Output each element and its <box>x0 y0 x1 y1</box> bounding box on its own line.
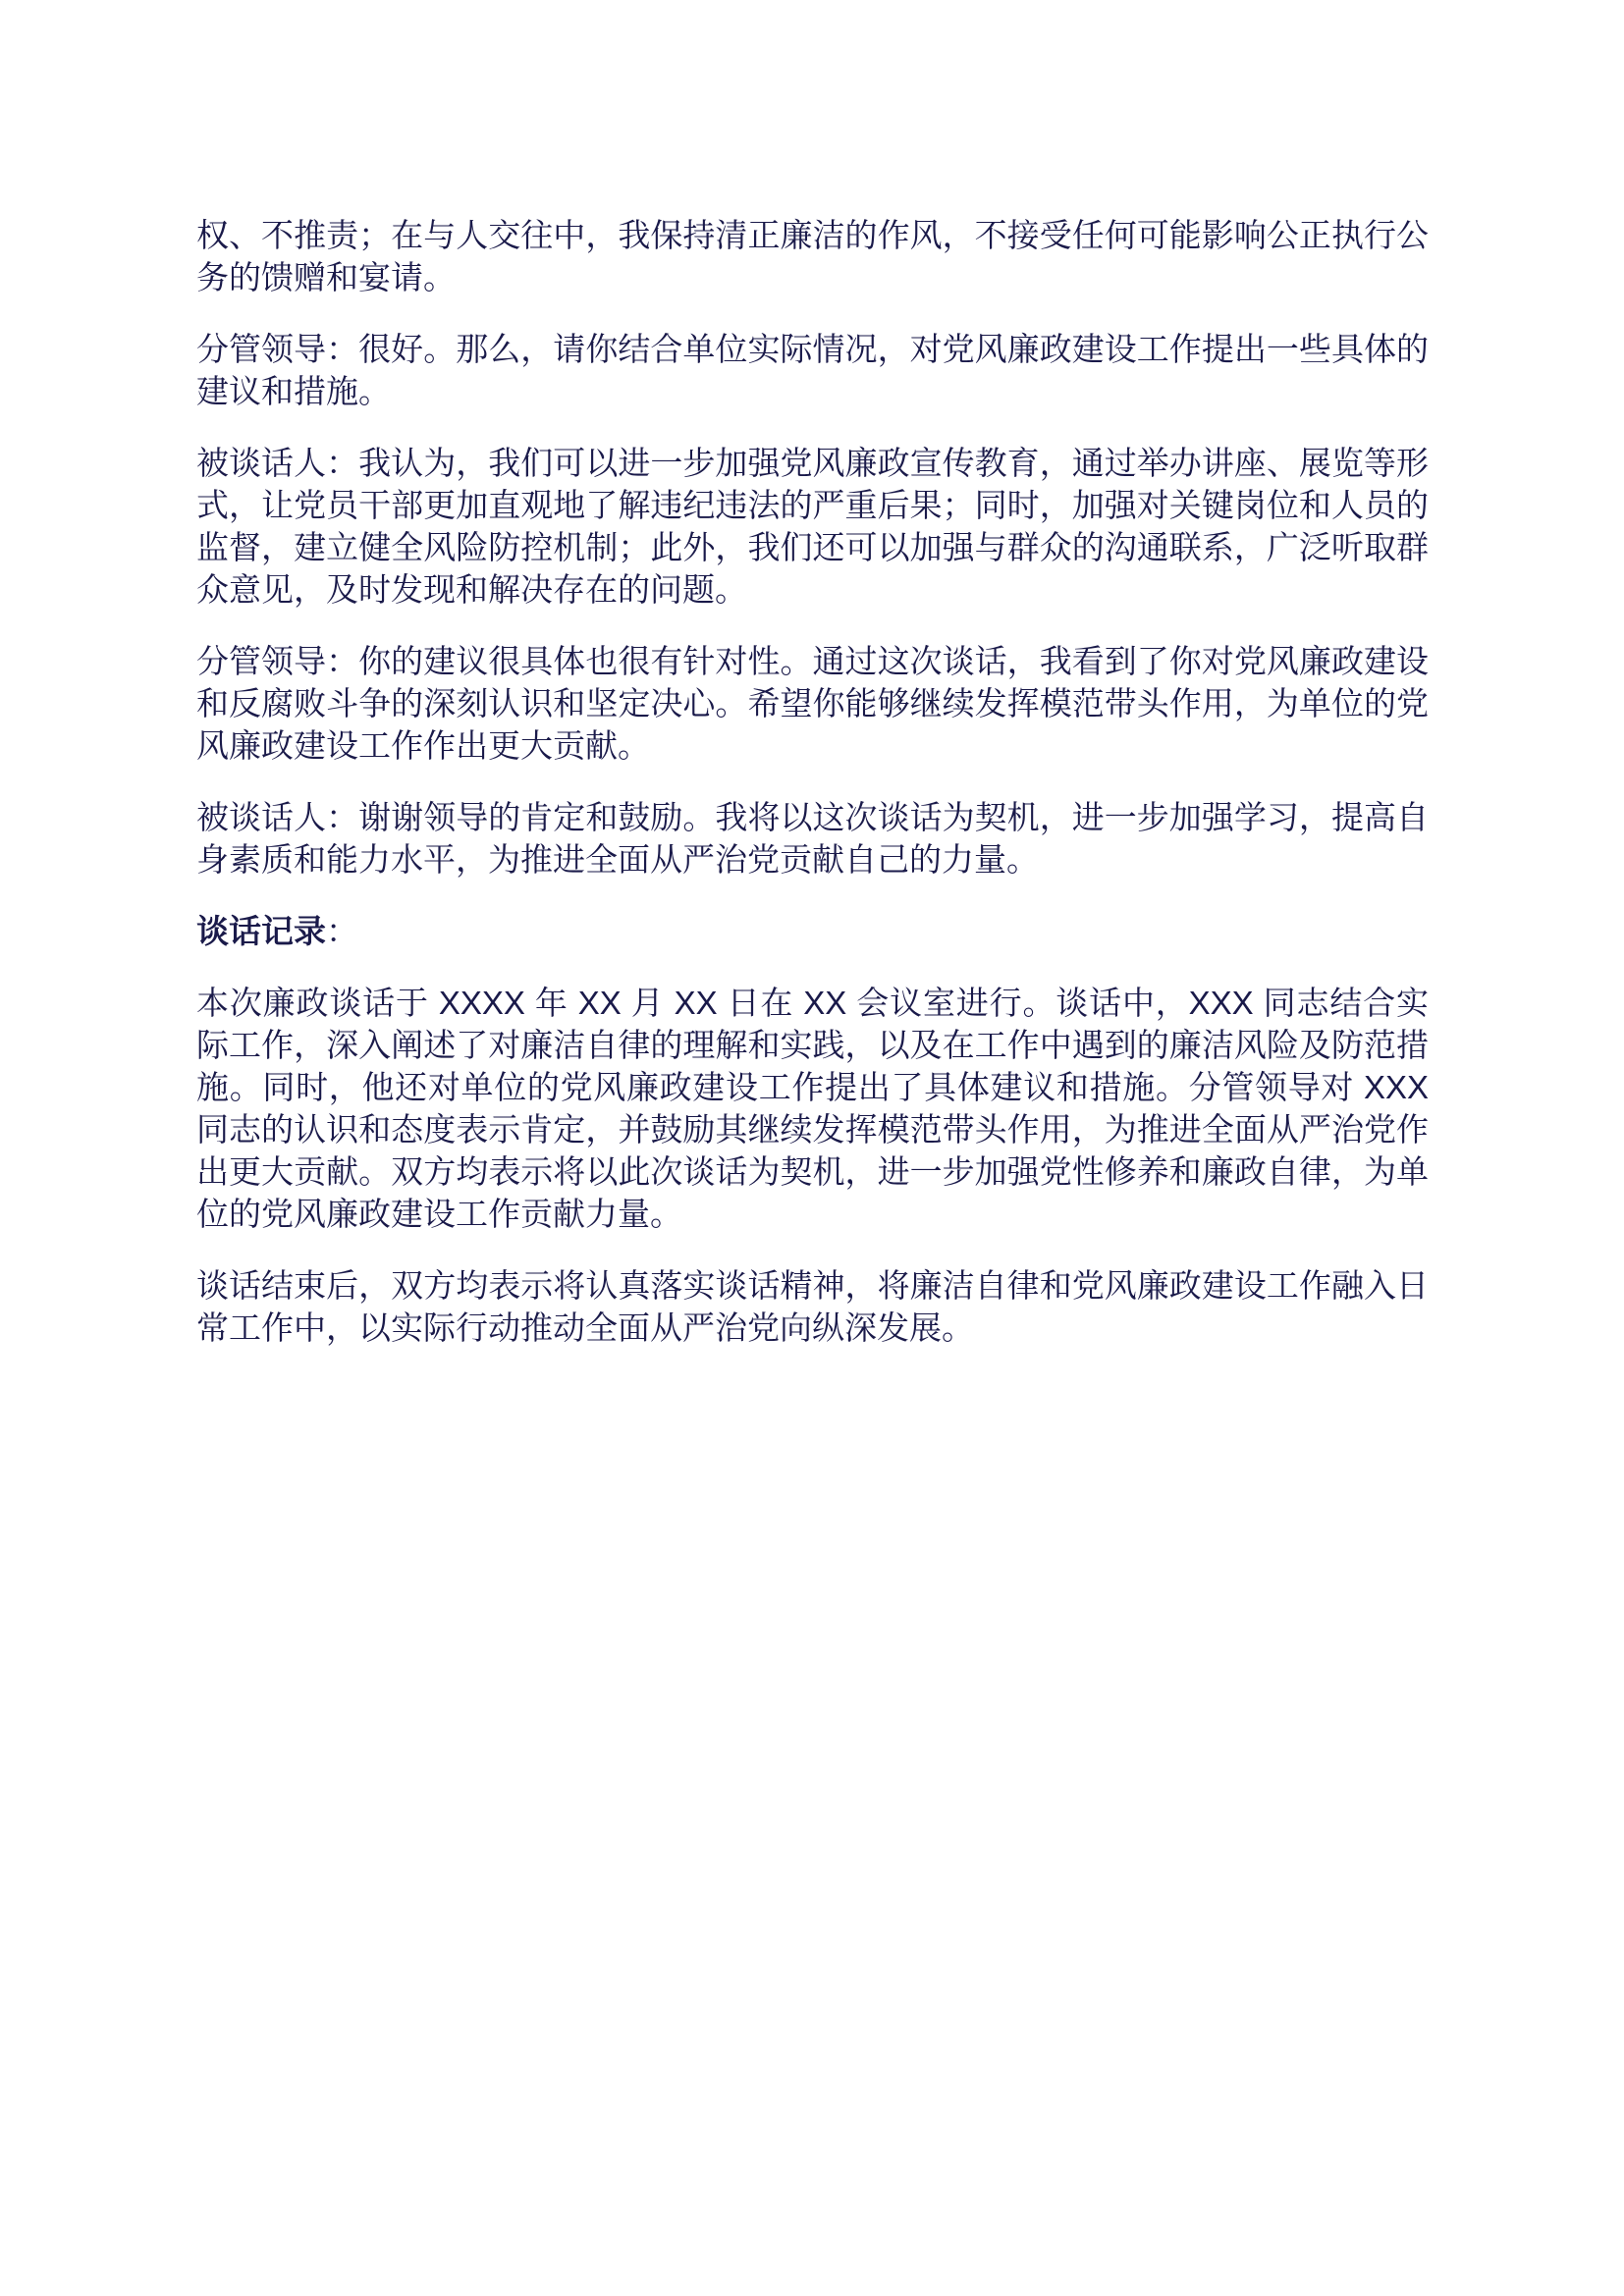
dialogue-paragraph-continuation: 权、不推责；在与人交往中，我保持清正廉洁的作风，不接受任何可能影响公正执行公务的馈赠和宴请。 <box>196 217 1429 295</box>
dialogue-paragraph-leader-1: 分管领导：很好。那么，请你结合单位实际情况，对党风廉政建设工作提出一些具体的建议和措施。 <box>196 331 1429 409</box>
section-heading-label: 谈话记录 <box>196 913 326 949</box>
section-heading <box>196 910 1429 952</box>
section-heading-colon: ： <box>326 913 358 949</box>
record-paragraph-closing: 谈话结束后，双方均表示将认真落实谈话精神，将廉洁自律和党风廉政建设工作融入日常工作中，以实际行动推动全面从严治党向纵深发展。 <box>196 1267 1429 1346</box>
dialogue-paragraph-interviewee-1: 被谈话人：我认为，我们可以进一步加强党风廉政宣传教育，通过举办讲座、展览等形式，让党员干部更加直观地了解违纪违法的严重后果；同时，加强对关键岗位和人员的监督，建立健全风险防控机制；此外，我们还可以加强与群众的沟通联系，广泛听取群众意见，及时发现和解决存在的问题。 <box>196 445 1429 608</box>
dialogue-paragraph-interviewee-2: 被谈话人：谢谢领导的肯定和鼓励。我将以这次谈话为契机，进一步加强学习，提高自身素质和能力水平，为推进全面从严治党贡献自己的力量。 <box>196 799 1429 878</box>
record-paragraph-summary: 本次廉政谈话于 XXXX 年 XX 月 XX 日在 XX 会议室进行。谈话中，XXX 同志结合实际工作，深入阐述了对廉洁自律的理解和实践，以及在工作中遇到的廉洁风险及防范措施。同时，他还对单位的党风廉政建设工作提出了具体建议和措施。分管领导对 XXX 同志的认识和态度表示肯定，并鼓励其继续发挥模范带头作用，为推进全面从严治党作出更大贡献。双方均表示将以此次谈话为契机，进一步加强党性修养和廉政自律，为单位的党风廉政建设工作贡献力量。 <box>196 985 1429 1232</box>
dialogue-paragraph-leader-2: 分管领导：你的建议很具体也很有针对性。通过这次谈话，我看到了你对党风廉政建设和反腐败斗争的深刻认识和坚定决心。希望你能够继续发挥模范带头作用，为单位的党风廉政建设工作作出更大贡献。 <box>196 643 1429 764</box>
